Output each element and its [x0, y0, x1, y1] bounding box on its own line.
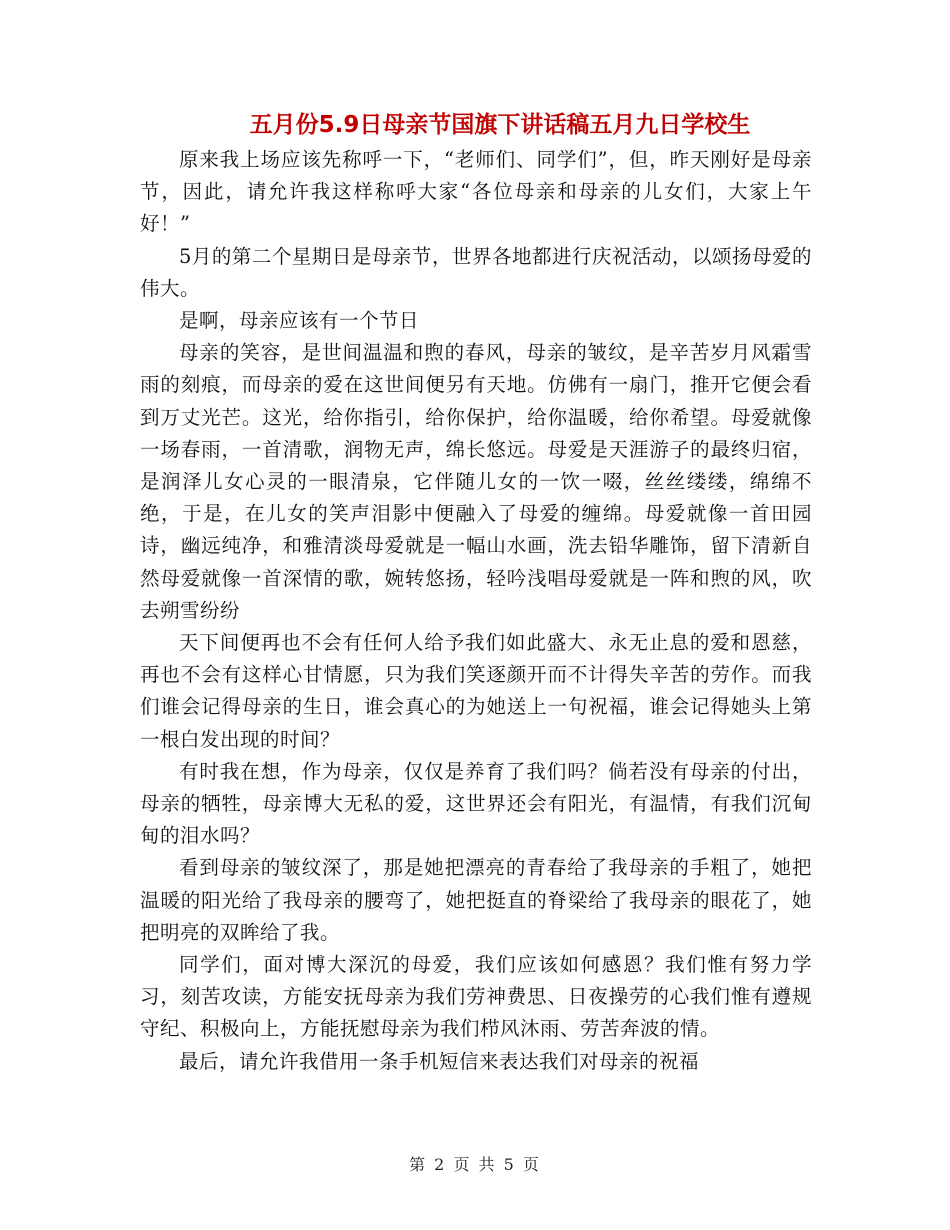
paragraph-1: 原来我上场应该先称呼一下，“老师们、同学们”，但，昨天刚好是母亲节，因此，请允许我这样称呼大家“各位母亲和母亲的儿女们，大家上午好！” [140, 148, 812, 236]
paragraph-8: 同学们，面对博大深沉的母爱，我们应该如何感恩？我们惟有努力学习，刻苦攻读，方能安抚母亲为我们劳神费思、日夜操劳的心我们惟有遵规守纪、积极向上，方能抚慰母亲为我们栉风沐雨、劳苦奔波的情。 [140, 953, 812, 1041]
document-body [140, 144, 812, 1078]
paragraph-4: 母亲的笑容，是世间温温和煦的春风，母亲的皱纹，是辛苦岁月风霜雪雨的刻痕，而母亲的爱在这世间便另有天地。仿佛有一扇门，推开它便会看到万丈光芒。这光，给你指引，给你保护，给你温暖，给你希望。母爱就像一场春雨，一首清歌，润物无声，绵长悠远。母爱是天涯游子的最终归宿，是润泽儿女心灵的一眼清泉，它伴随儿女的一饮一啜，丝丝缕缕，绵绵不绝，于是，在儿女的笑声泪影中便融入了母爱的缠绵。母爱就像一首田园诗，幽远纯净，和雅清淡母爱就是一幅山水画，洗去铅华雕饰，留下清新自然母爱就像一首深情的歌，婉转悠扬，轻吟浅唱母爱就是一阵和煦的风，吹去朔雪纷纷 [140, 341, 812, 622]
paragraph-3: 是啊，母亲应该有一个节日 [179, 309, 420, 333]
document-title: 五月份5.9日母亲节国旗下讲话稿五月九日学校生 [249, 112, 751, 138]
paragraph-7: 看到母亲的皱纹深了，那是她把漂亮的青春给了我母亲的手粗了，她把温暖的阳光给了我母亲的腰弯了，她把挺直的脊梁给了我母亲的眼花了，她把明亮的双眸给了我。 [140, 856, 812, 944]
page-number-footer: 第 2 页 共 5 页 [409, 1155, 541, 1174]
paragraph-9: 最后，请允许我借用一条手机短信来表达我们对母亲的祝福 [179, 1049, 700, 1073]
paragraph-2: 5月的第二个星期日是母亲节，世界各地都进行庆祝活动，以颂扬母爱的伟大。 [140, 244, 812, 300]
paragraph-6: 有时我在想，作为母亲，仅仅是养育了我们吗？倘若没有母亲的付出，母亲的牺牲，母亲博大无私的爱，这世界还会有阳光，有温情，有我们沉甸甸的泪水吗？ [140, 759, 812, 848]
paragraph-5: 天下间便再也不会有任何人给予我们如此盛大、永无止息的爱和恩慈，再也不会有这样心甘情愿，只为我们笑逐颜开而不计得失辛苦的劳作。而我们谁会记得母亲的生日，谁会真心的为她送上一句祝福，谁会记得她头上第一根白发出现的时间？ [140, 631, 812, 751]
